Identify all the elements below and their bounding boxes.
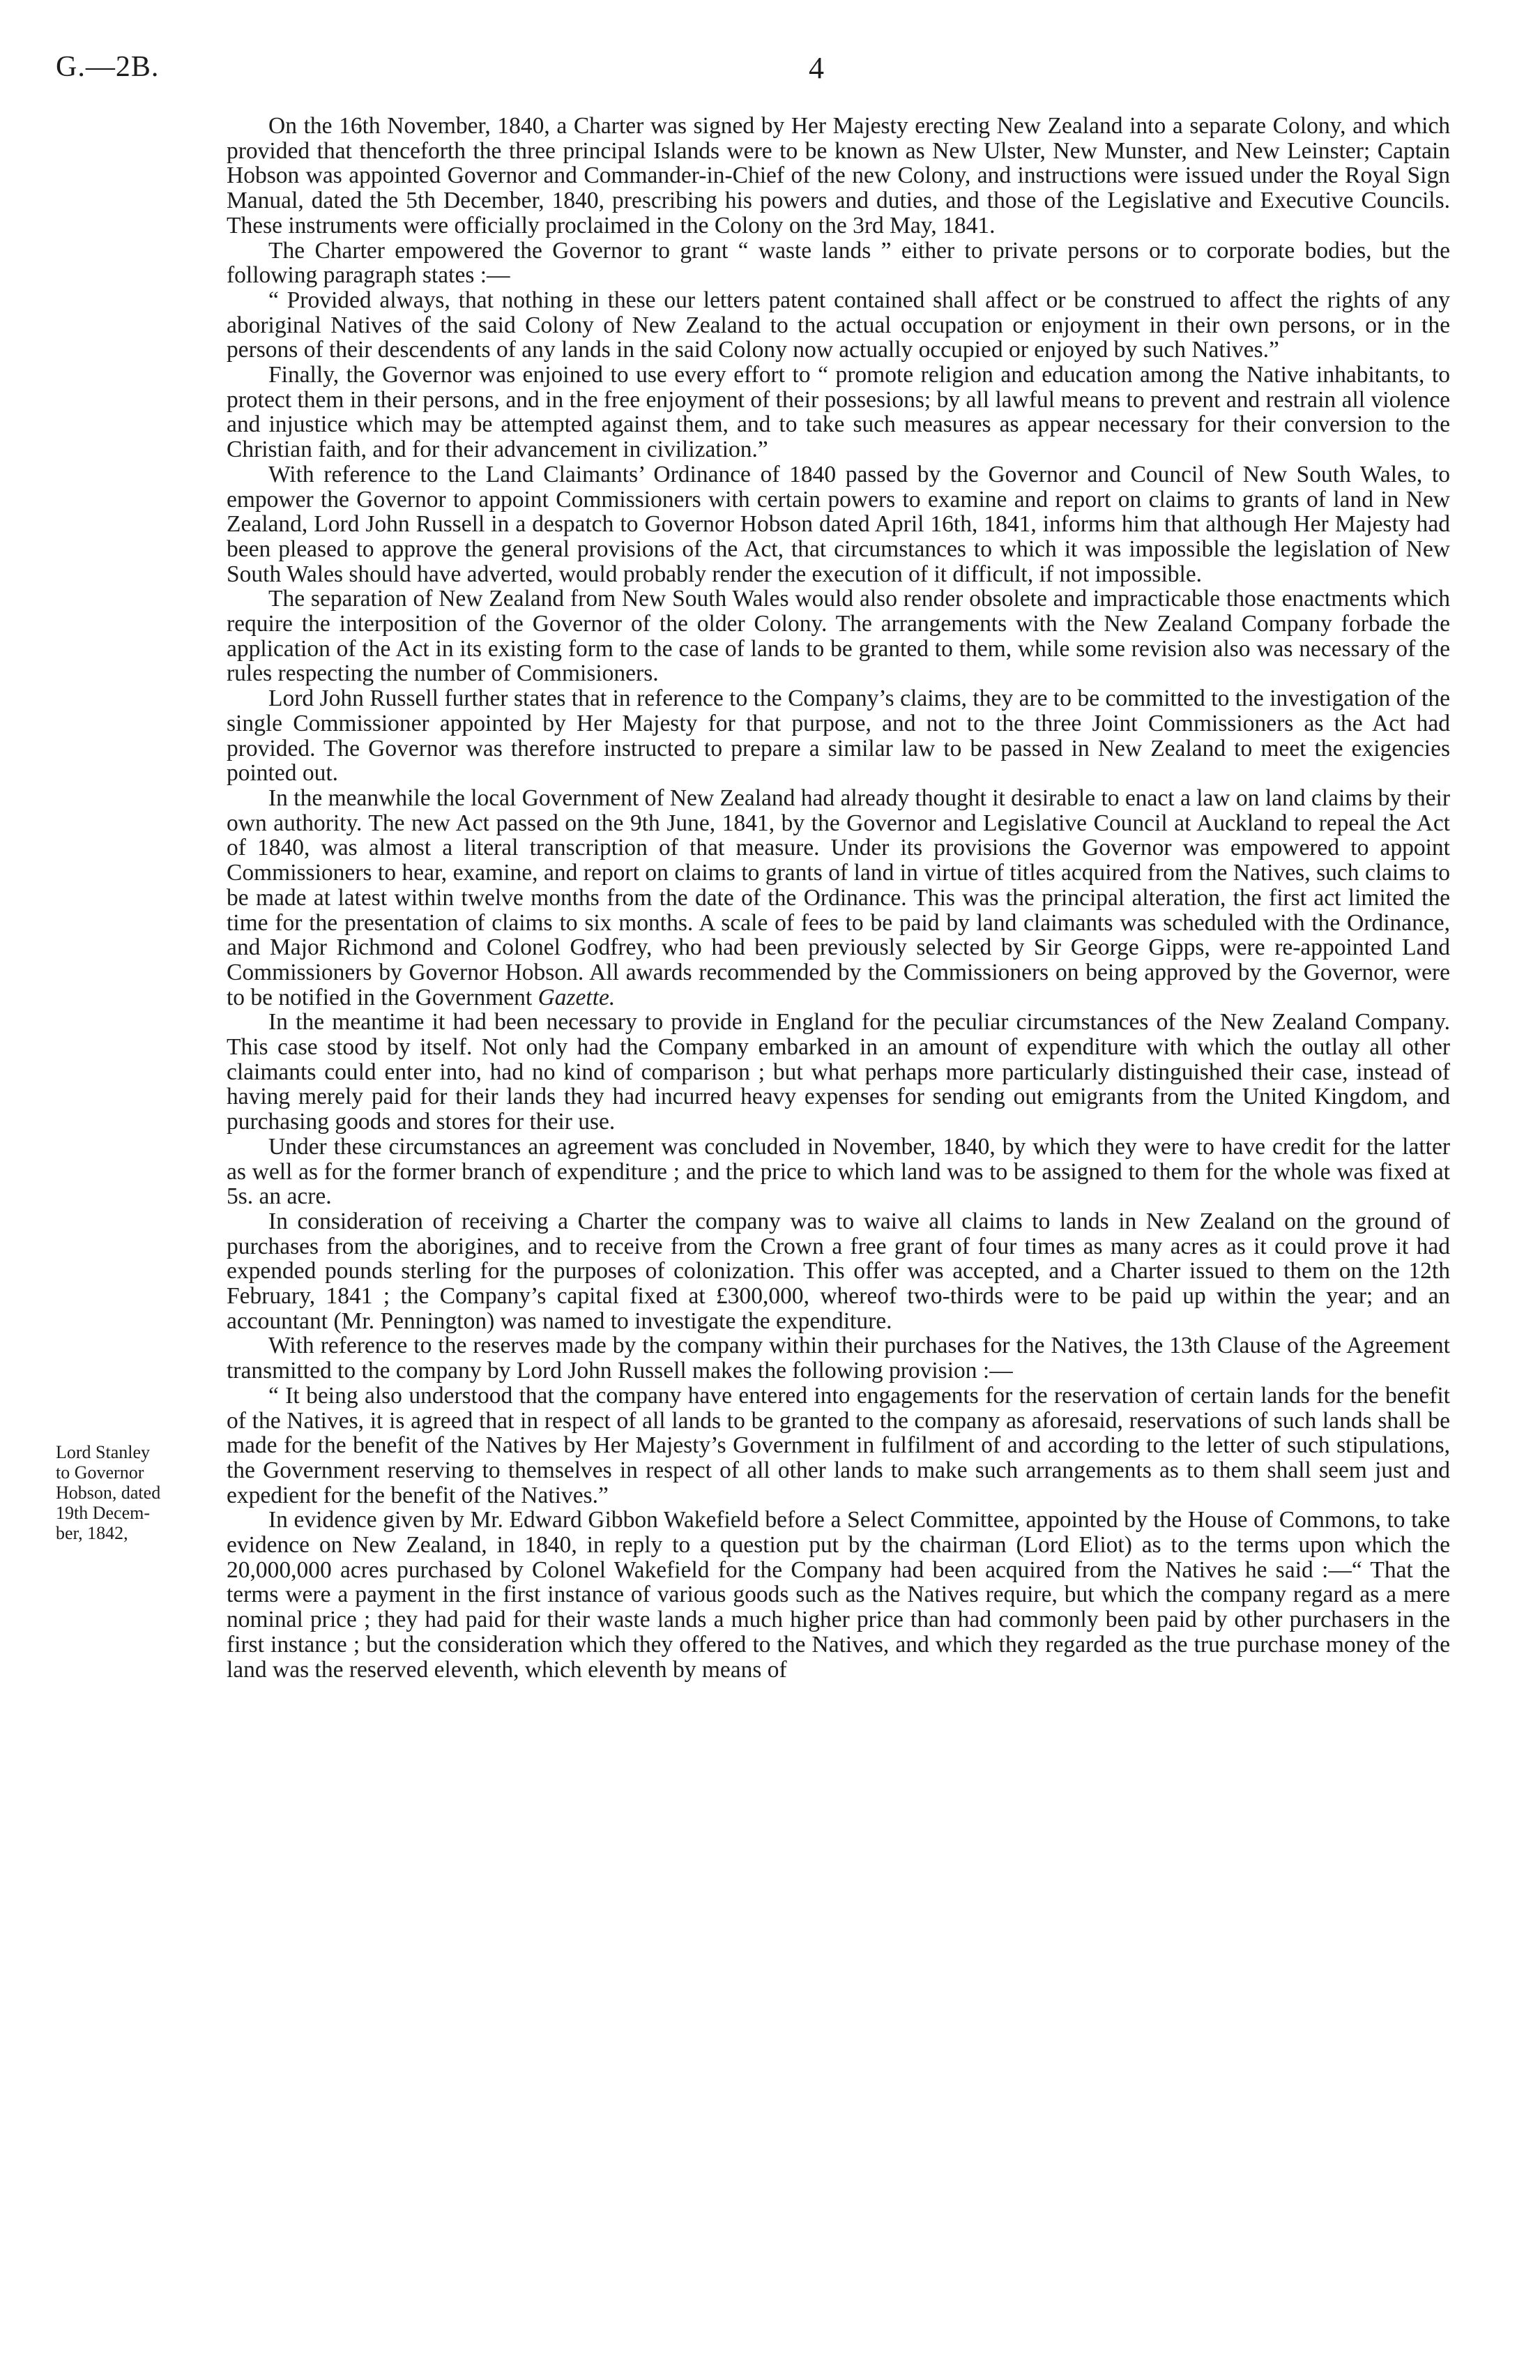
paragraph-wakefield-evidence: In evidence given by Mr. Edward Gibbon Wakefield before a Select Committee, appointed by the House of Commons, to take evidence on New Zealand, in 1840, in reply to a question put by the chairman (Lord Eliot) as to the terms upon which the 20,000,000 acres purchased by Colonel Wakefield for the Company had been acquired from the Natives he said :—“ That the terms were a payment in the first instance of various goods such as the Natives require, but which the company regard as a mere nominal price ; they had paid for their waste lands a much higher price than had commonly been paid by other purchasers in the first instance ; but the consideration which they offered to the Natives, and which they regarded as the true purchase money of the land was the reserved eleventh, which eleventh by means of [227,1507,1450,1683]
paragraph-meanwhile-local-government [227,786,1450,1010]
margin-note [56,1442,188,1543]
paragraph-company-circumstances: In the meantime it had been necessary to provide in England for the peculiar circumstances of the New Zealand Company. This case stood by itself. Not only had the Company embarked in an amount of expenditure with which the outlay all other claimants could enter into, had no kind of comparison ; but what perhaps more particularly distinguished their case, instead of having merely paid for their lands they had incurred heavy expenses for sending out emigrants from the United Kingdom, and purchasing goods and stores for their use. [227,1009,1450,1135]
margin-note-line: Hobson, dated [56,1483,161,1503]
paragraph-russell-company-claims: Lord John Russell further states that in reference to the Company’s claims, they are to be committed to the investigation of the single Commissioner appointed by Her Majesty for that purpose, and not to the three Joint Commissioners as the Act had provided. The Governor was therefore instructed to prepare a similar law to be passed in New Zealand to meet the exigencies pointed out. [227,685,1450,787]
paragraph-reserves-quote: “ It being also understood that the company have entered into engagements for the reservation of certain lands for the benefit of the Natives, it is agreed that in respect of all lands to be granted to the company as aforesaid, reservations of such lands shall be made for the benefit of the Natives by Her Majesty’s Government in fulfilment of and according to the letter of such stipulations, the Government reserving to themselves in respect of all other lands to make such arrangements as to them shall seem just and expedient for the benefit of the Natives.” [227,1382,1450,1508]
page-number: 4 [809,51,824,85]
paragraph-agreement: Under these circumstances an agreement was concluded in November, 1840, by which they were to have credit for the latter as well as for the former branch of expenditure ; and the price to which land was to be assigned to them for the whole was fixed at 5s. an acre. [227,1133,1450,1210]
page-header [56,50,1450,92]
margin-note-line: Lord Stanley [56,1442,151,1462]
paragraph-meanwhile-text: In the meanwhile the local Government of New Zealand had already thought it desirable to enact a law on land claims by their own authority. The new Act passed on the 9th June, 1841, by the Governor and Legislative Council at Auckland to repeal the Act of 1840, was almost a literal transcription of that measure. Under its provisions the Governor was empowered to appoint Commissioners to hear, examine, and report on claims to grants of land in virtue of titles acquired from the Natives, such claims to be made at latest within twelve months from the date of the Ordinance. This was the principal alteration, the first act limited the time for the presentation of claims to six months. A scale of fees to be paid by land claimants was scheduled with the Ordinance, and Major Richmond and Colonel Godfrey, who had been previously selected by Sir George Gipps, were re-appointed Land Commissioners by Governor Hobson. All awards recommended by the Commissioners on being approved by the Governor, were to be notified in the Government [227,785,1450,1010]
paragraph-charter: On the 16th November, 1840, a Charter was signed by Her Majesty erecting New Zealand into a separate Colony, and which provided that thenceforth the three principal Islands were to be known as New Ulster, New Munster, and New Leinster; Captain Hobson was appointed Governor and Commander-in-Chief of the new Colony, and instructions were issued under the Royal Sign Manual, dated the 5th December, 1840, prescribing his powers and duties, and those of the Legislative and Executive Councils. These instruments were officially proclaimed in the Colony on the 3rd May, 1841. [227,113,1450,238]
document-reference: G.—2B. [56,51,160,83]
paragraph-charter-consideration: In consideration of receiving a Charter the company was to waive all claims to lands in New Zealand on the ground of purchases from the aborigines, and to receive from the Crown a free grant of four times as many acres as it could prove it had expended pounds sterling for the purposes of colonization. This offer was accepted, and a Charter issued to them on the 12th February, 1841 ; the Company’s capital fixed at £300,000, whereof two-thirds were to be paid up within the year; and an accountant (Mr. Pennington) was named to investigate the expenditure. [227,1208,1450,1334]
margin-note-line: 19th Decem- [56,1503,151,1523]
paragraph-proviso-quote: “ Provided always, that nothing in these our letters patent contained shall affect or be construed to affect the rights of any aboriginal Natives of the said Colony of New Zealand to the actual occupation or enjoyment in their own persons, or in the persons of their descendents of any lands in the said Colony now actually occupied or enjoyed by such Natives.” [227,287,1450,363]
body-text [227,114,1450,1682]
paragraph-land-claimants-ordinance: With reference to the Land Claimants’ Ordinance of 1840 passed by the Governor and Council of New South Wales, to empower the Governor to appoint Commissioners with certain powers to examine and report on claims to grants of land in New Zealand, Lord John Russell in a despatch to Governor Hobson dated April 16th, 1841, informs him that although Her Majesty had been pleased to approve the general provisions of the Act, that circumstances to which it was impossible the legislation of New South Wales should have adverted, would probably render the execution of it difficult, if not impossible. [227,461,1450,587]
paragraph-waste-lands: The Charter empowered the Governor to grant “ waste lands ” either to private persons or to corporate bodies, but the following paragraph states :— [227,237,1450,289]
gazette-word: Gazette. [538,984,616,1010]
margin-note-line: to Governor [56,1462,144,1483]
paragraph-separation: The separation of New Zealand from New South Wales would also render obsolete and impracticable those enactments which require the interposition of the Governor of the older Colony. The arrangements with the New Zealand Company forbade the application of the Act in its existing form to the case of lands to be granted to them, while some revision also was necessary of the rules respecting the number of Commisioners. [227,586,1450,687]
margin-note-line: ber, 1842, [56,1523,128,1543]
paragraph-governor-enjoined: Finally, the Governor was enjoined to use every effort to “ promote religion and education among the Native inhabitants, to protect them in their persons, and in the free enjoyment of their possesions; by all lawful means to prevent and restrain all violence and injustice which may be attempted against them, and to take such measures as appear necessary for their conversion to the Christian faith, and for their advancement in civilization.” [227,362,1450,463]
paragraph-reserves: With reference to the reserves made by the company within their purchases for the Natives, the 13th Clause of the Agreement transmitted to the company by Lord John Russell makes the following provision :— [227,1333,1450,1384]
